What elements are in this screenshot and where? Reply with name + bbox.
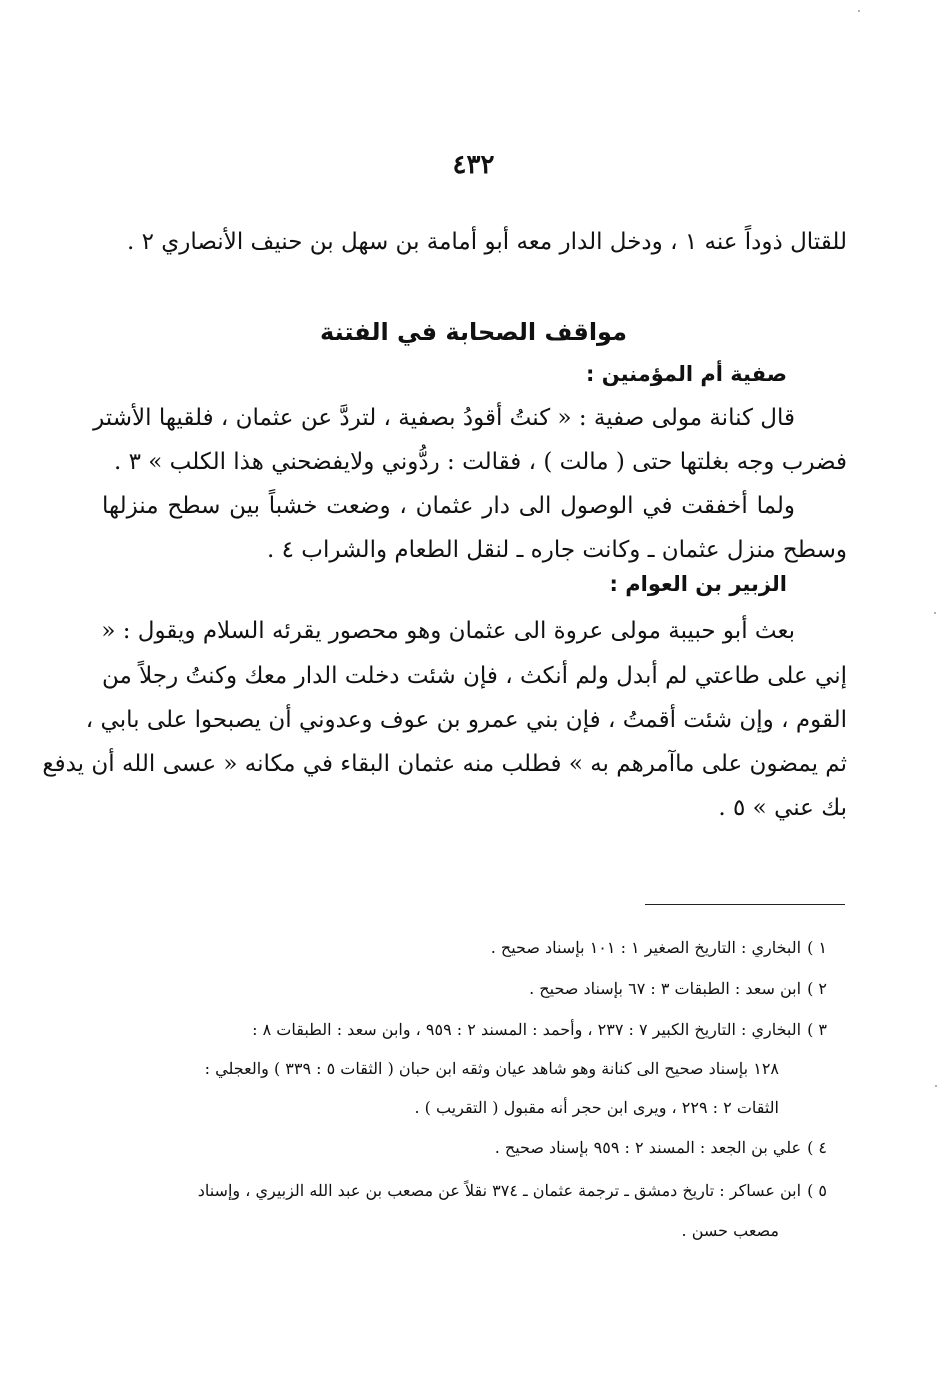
footnote-text: البخاري : التاريخ الكبير ٧ : ٢٣٧ ، وأحمد : المسند ٢ : ٩٥٩ ، وابن سعد : الطبقات ٨ : xyxy=(252,1020,802,1039)
zubayr-heading: الزبير بن العوام : xyxy=(609,572,787,596)
scan-speck xyxy=(934,612,936,614)
footnote-3 xyxy=(252,1019,827,1041)
footnote-5 xyxy=(198,1180,827,1202)
footnote-1 xyxy=(491,937,827,959)
footnote-text: ابن سعد : الطبقات ٣ : ٦٧ بإسناد صحيح . xyxy=(529,979,802,998)
scan-speck xyxy=(935,1085,937,1087)
page-number: ٤٣٢ xyxy=(452,150,495,180)
footnote-text: ابن عساكر : تاريخ دمشق ـ ترجمة عثمان ـ ٣٧٤ نقلاً عن مصعب بن عبد الله الزبيري ، وإسناد xyxy=(197,1181,802,1200)
footnote-text: البخاري : التاريخ الصغير ١ : ١٠١ بإسناد صحيح . xyxy=(490,938,802,957)
safiyya-para2-line2: وسطح منزل عثمان ـ وكانت جاره ـ لنقل الطعام والشراب ٤ . xyxy=(267,537,847,563)
footnote-number: ٢ ) xyxy=(807,979,827,998)
footnote-number: ٤ ) xyxy=(807,1138,827,1157)
safiyya-heading: صفية أم المؤمنين : xyxy=(585,362,787,386)
scan-speck xyxy=(858,10,860,12)
footnote-3-cont-1: ١٢٨ بإسناد صحيح الى كنانة وهو شاهد عيان وثقه ابن حبان ( الثقات ٥ : ٣٣٩ ) والعجلي : xyxy=(204,1059,779,1078)
intro-line: للقتال ذوداً عنه ١ ، ودخل الدار معه أبو أمامة بن سهل بن حنيف الأنصاري ٢ . xyxy=(126,229,847,255)
footnote-number: ٣ ) xyxy=(807,1020,827,1039)
footnote-number: ٥ ) xyxy=(807,1181,827,1200)
footnote-text: علي بن الجعد : المسند ٢ : ٩٥٩ بإسناد صحيح . xyxy=(494,1138,802,1157)
zubayr-para-line4: ثم يمضون على ماآمرهم به » فطلب منه عثمان البقاء في مكانه « عسى الله أن يدفع xyxy=(42,751,847,777)
section-title: مواقف الصحابة في الفتنة xyxy=(320,318,627,346)
footnote-3-cont-2: الثقات ٢ : ٢٢٩ ، ويرى ابن حجر أنه مقبول ( التقريب ) . xyxy=(414,1098,779,1117)
safiyya-para2-line1: ولما أخفقت في الوصول الى دار عثمان ، وضعت خشباً بين سطح منزلها xyxy=(102,493,795,519)
footnote-4 xyxy=(495,1137,827,1159)
footnote-number: ١ ) xyxy=(807,938,827,957)
footnote-separator xyxy=(645,904,845,905)
zubayr-para-line3: القوم ، وإن شئت أقمتُ ، فإن بني عمرو بن عوف وعدوني أن يصبحوا على بابي ، xyxy=(85,707,847,733)
safiyya-para1-line2: فضرب وجه بغلتها حتى ( مالت ) ، فقالت : ردُّوني ولايفضحني هذا الكلب » ٣ . xyxy=(114,449,847,475)
safiyya-para1-line1: قال كنانة مولى صفية : « كنتُ أقودُ بصفية ، لتردَّ عن عثمان ، فلقيها الأشتر xyxy=(93,405,795,431)
footnote-5-cont: مصعب حسن . xyxy=(681,1221,779,1240)
footnote-2 xyxy=(529,978,827,1000)
zubayr-para-line1: بعث أبو حبيبة مولى عروة الى عثمان وهو محصور يقرئه السلام ويقول : « xyxy=(101,618,795,644)
zubayr-para-line5: بك عني » ٥ . xyxy=(718,795,847,821)
zubayr-para-line2: إني على طاعتي لم أبدل ولم أنكث ، فإن شئت دخلت الدار معك وكنتُ رجلاً من xyxy=(102,663,847,689)
